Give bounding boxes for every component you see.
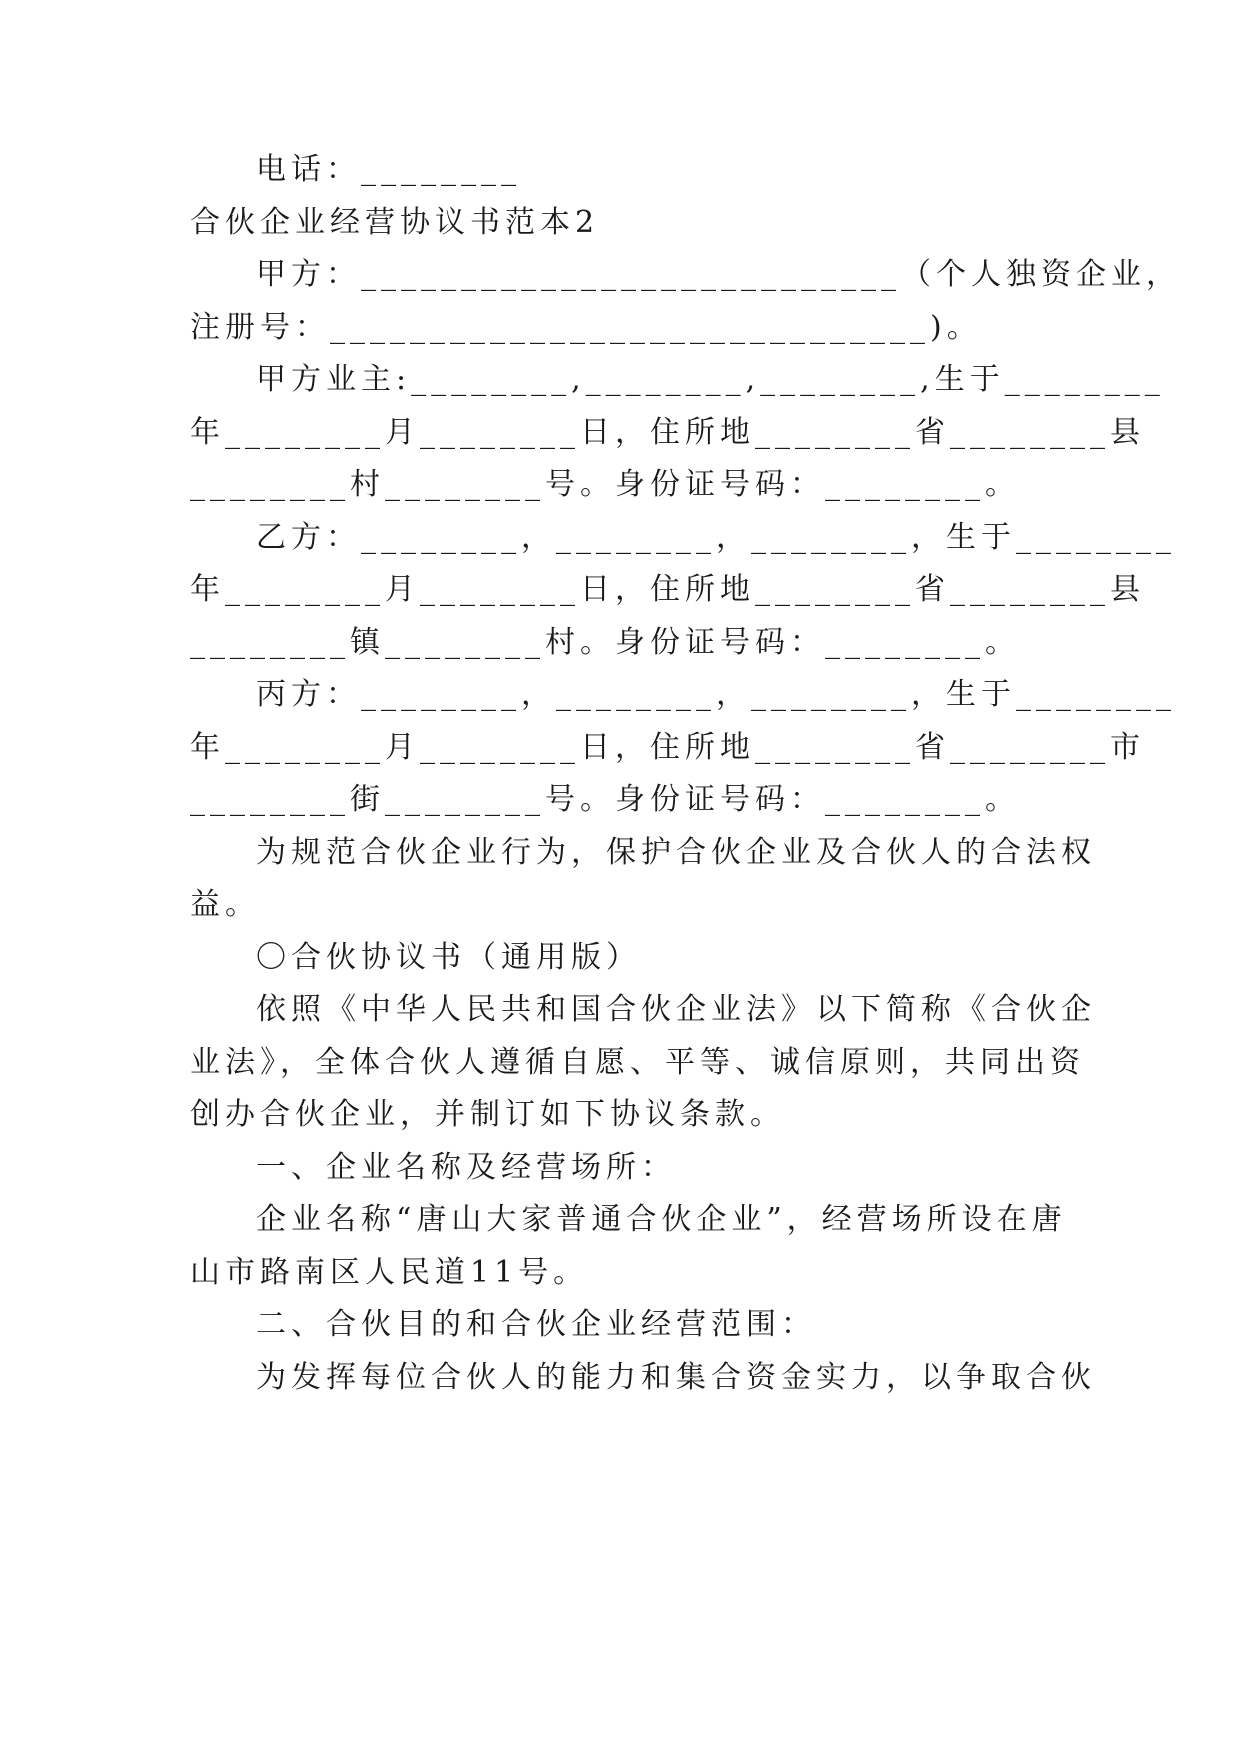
party-b-birth-line: 年________月________日，住所地________省________县 (190, 572, 1145, 607)
purpose-paragraph-line-2: 益。 (190, 887, 260, 922)
document-title: 合伙企业经营协议书范本2 (190, 205, 600, 240)
party-b-address-line: ________镇________村。身份证号码：________。 (190, 625, 1020, 660)
party-a-address-line: ________村________号。身份证号码：________。 (190, 467, 1020, 502)
registration-line: 注册号：______________________________)。 (190, 310, 982, 345)
clause-1-text-line-1: 企业名称“唐山大家普通合伙企业”，经营场所设在唐 (256, 1202, 1067, 1237)
party-a-owner-line: 甲方业主:________,________,________,生于________ (256, 362, 1165, 397)
clause-1-text-line-2: 山市路南区人民道11号。 (190, 1255, 589, 1290)
clause-2-text-line-1: 为发挥每位合伙人的能力和集合资金实力，以争取合伙 (256, 1360, 1096, 1395)
preamble-line-1: 依照《中华人民共和国合伙企业法》以下简称《合伙企 (256, 992, 1096, 1027)
party-c-line: 丙方：________，________，________，生于________ (256, 677, 1176, 712)
clause-1-heading: 一、企业名称及经营场所： (256, 1150, 676, 1185)
party-a-birth-line: 年________月________日，住所地________省________县 (190, 415, 1145, 450)
section-heading: 〇合伙协议书（通用版） (256, 940, 641, 975)
preamble-line-2: 业法》，全体合伙人遵循自愿、平等、诚信原则，共同出资 (190, 1045, 1085, 1080)
party-c-address-line: ________街________号。身份证号码：________。 (190, 782, 1020, 817)
phone-line: 电话：________ (256, 152, 521, 187)
clause-2-heading: 二、合伙目的和合伙企业经营范围： (256, 1307, 816, 1342)
party-b-line: 乙方：________，________，________，生于________ (256, 520, 1176, 555)
party-c-birth-line: 年________月________日，住所地________省________市 (190, 730, 1145, 765)
purpose-paragraph-line-1: 为规范合伙企业行为，保护合伙企业及合伙人的合法权 (256, 835, 1096, 870)
preamble-line-3: 创办合伙企业，并制订如下协议条款。 (190, 1097, 785, 1132)
party-a-line: 甲方：___________________________（个人独资企业， (256, 257, 1181, 292)
